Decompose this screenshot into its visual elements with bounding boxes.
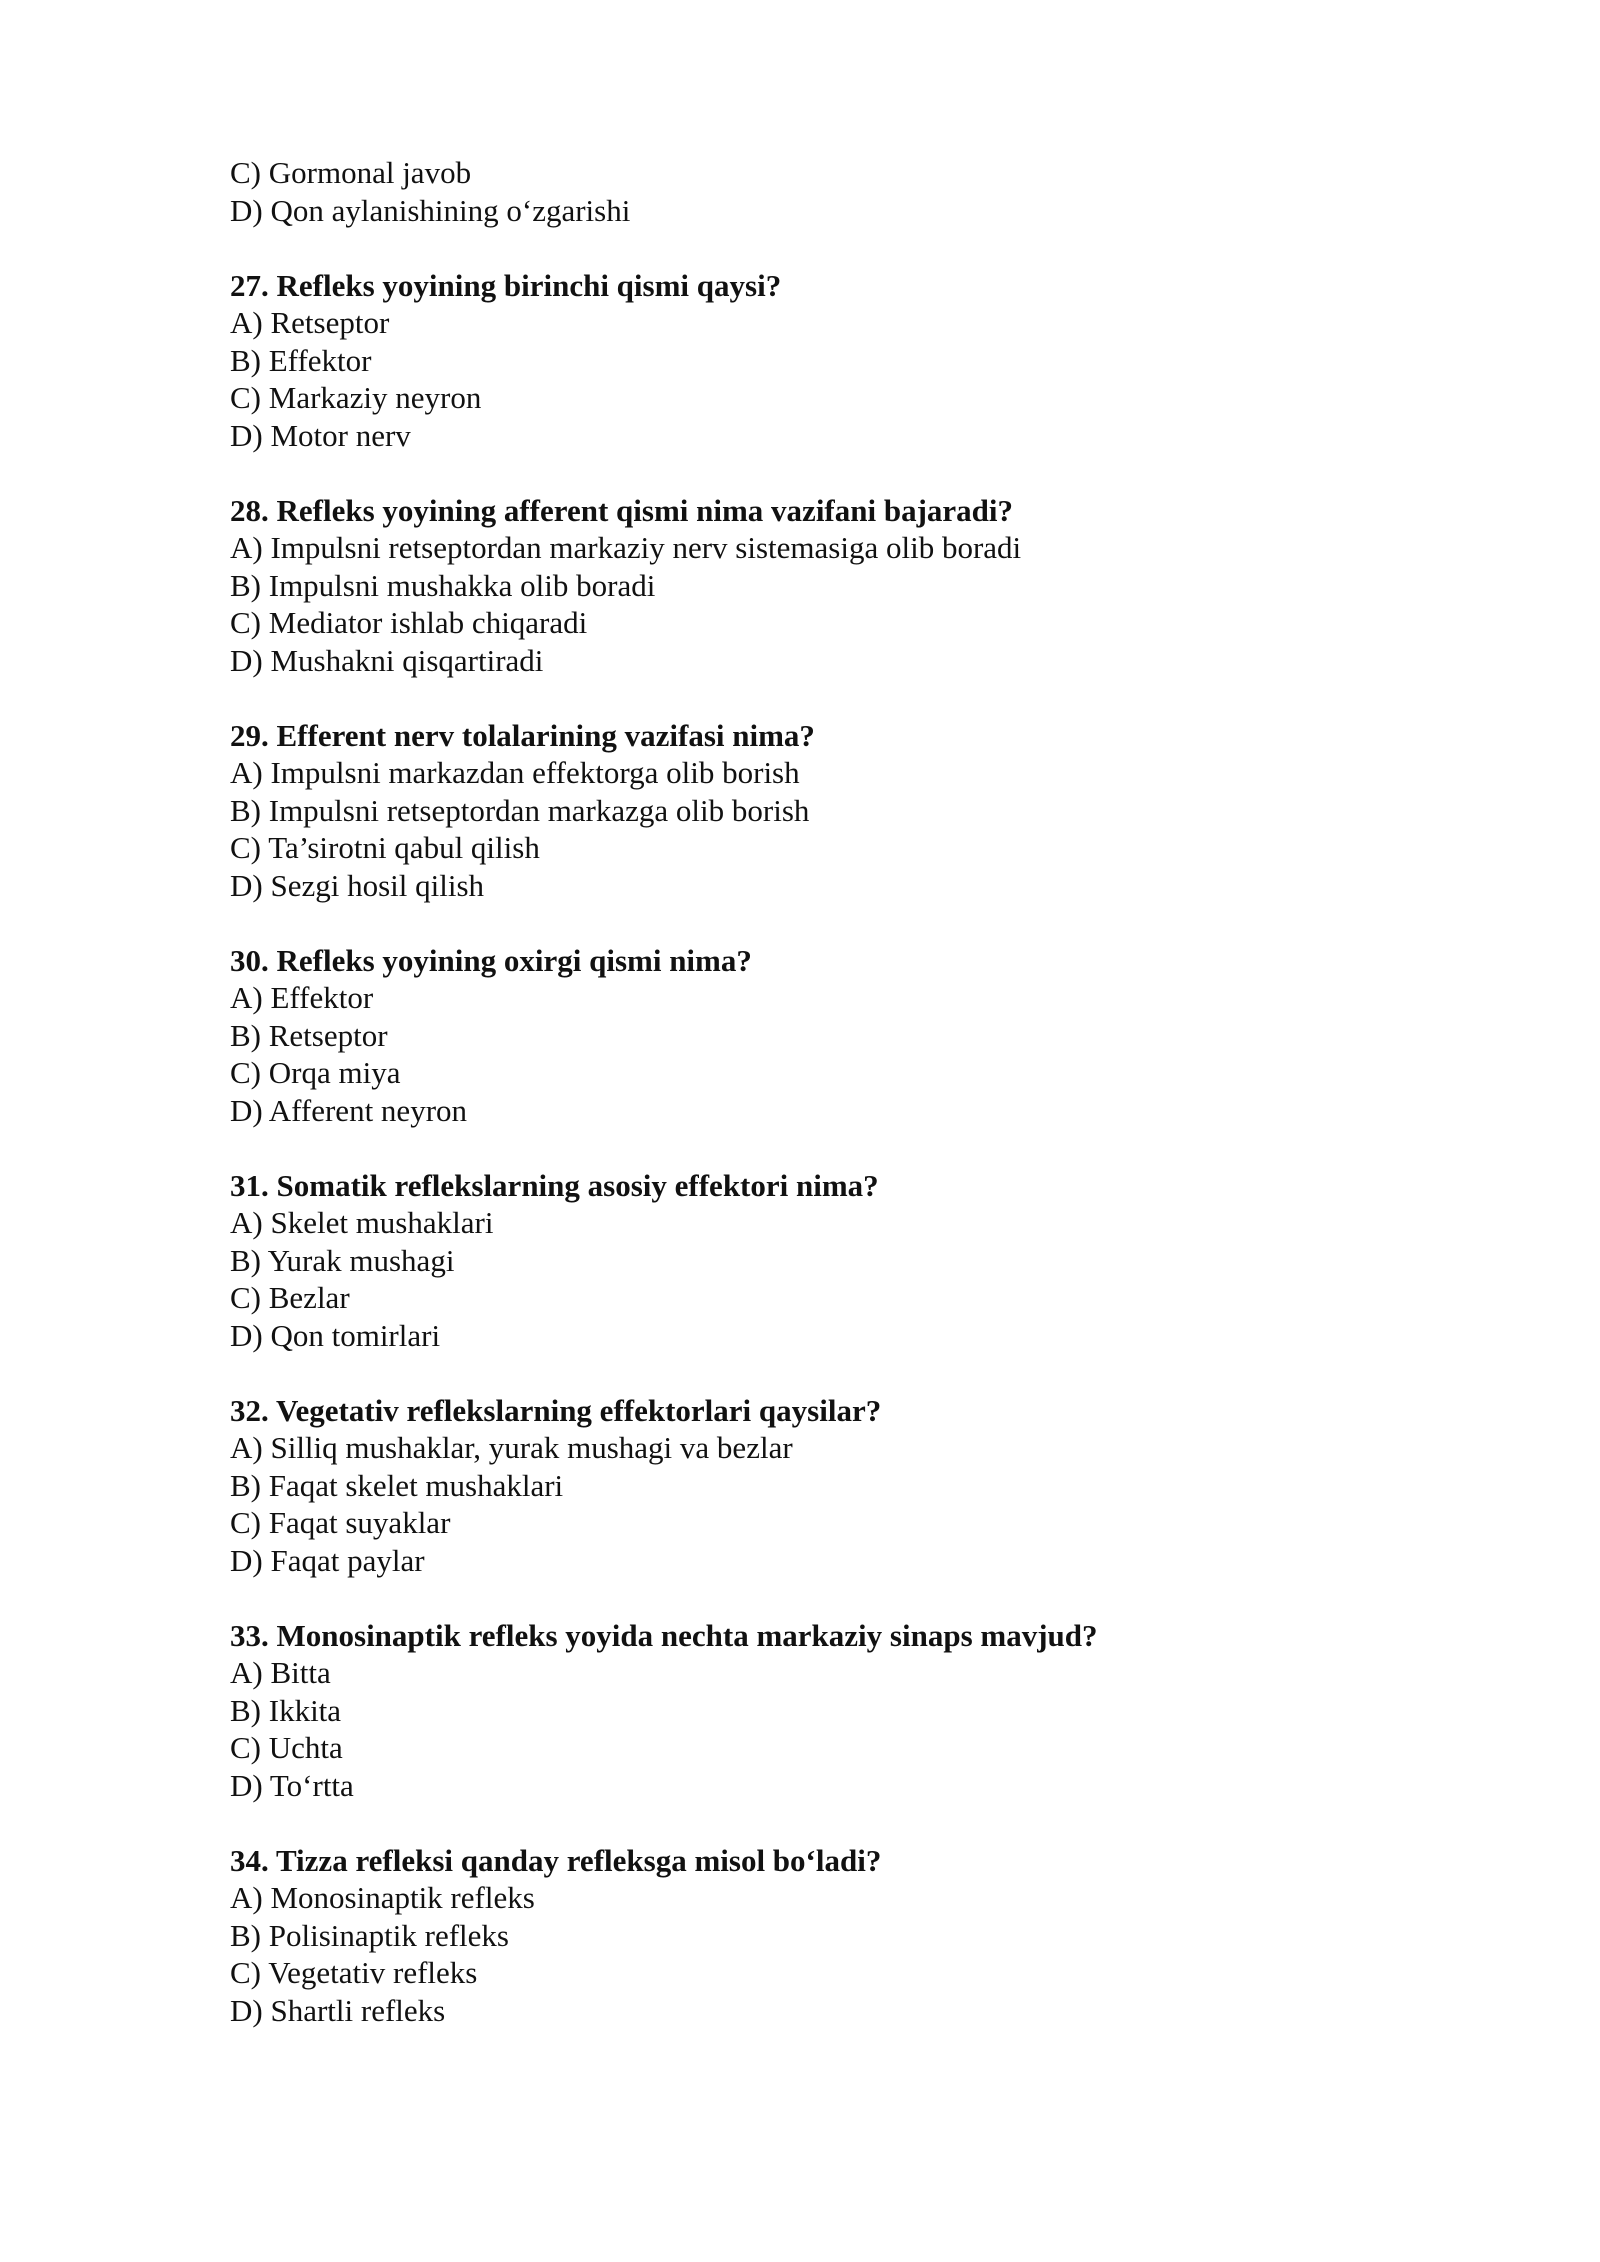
question-block-33 [230,1617,1430,1805]
option-line: C) Uchta [230,1730,343,1765]
option-line: D) Sezgi hosil qilish [230,867,485,903]
option-line: C) Gormonal javob [230,155,472,190]
question-block-30 [230,942,1430,1130]
option-line: A) Retseptor [230,305,390,340]
question-block-31 [230,1167,1430,1355]
option-line: A) Monosinaptik refleks [230,1880,535,1915]
question-block-29 [230,717,1430,905]
option-line: D) Faqat paylar [230,1542,425,1578]
option-line: D) Mushakni qisqartiradi [230,642,544,678]
question-title: 28. Refleks yoyining afferent qismi nima vazifani bajaradi? [230,492,1014,528]
option-line: A) Impulsni retseptordan markaziy nerv sistemasiga olib boradi [230,530,1022,565]
document-page [230,154,1430,2029]
option-line: B) Ikkita [230,1692,342,1728]
question-title: 32. Vegetativ reflekslarning effektorlari qaysilar? [230,1392,882,1428]
option-line: C) Orqa miya [230,1055,401,1090]
option-line: C) Ta’sirotni qabul qilish [230,830,540,865]
option-line: C) Markaziy neyron [230,380,482,415]
option-line: D) Motor nerv [230,417,411,453]
question-title: 27. Refleks yoyining birinchi qismi qaysi? [230,267,782,303]
option-line: C) Faqat suyaklar [230,1505,451,1540]
option-line: B) Effektor [230,342,372,378]
question-block-28 [230,492,1430,680]
option-line: D) Afferent neyron [230,1092,468,1128]
question-title: 33. Monosinaptik refleks yoyida nechta markaziy sinaps mavjud? [230,1617,1098,1653]
option-line: D) Qon aylanishining o‘zgarishi [230,192,631,228]
question-title: 34. Tizza refleksi qanday refleksga misol bo‘ladi? [230,1842,882,1878]
option-line: B) Impulsni retseptordan markazga olib borish [230,792,810,828]
option-line: D) Qon tomirlari [230,1317,441,1353]
option-line: B) Retseptor [230,1017,388,1053]
question-title: 31. Somatik reflekslarning asosiy effektori nima? [230,1167,879,1203]
question-title: 29. Efferent nerv tolalarining vazifasi nima? [230,717,815,753]
option-line: A) Effektor [230,980,374,1015]
option-line: A) Bitta [230,1655,331,1690]
option-line: A) Skelet mushaklari [230,1205,494,1240]
option-line: D) Shartli refleks [230,1992,446,2028]
option-line: B) Faqat skelet mushaklari [230,1467,564,1503]
question-title: 30. Refleks yoyining oxirgi qismi nima? [230,942,752,978]
option-line: B) Polisinaptik refleks [230,1917,509,1953]
option-line: C) Vegetativ refleks [230,1955,478,1990]
option-line: A) Silliq mushaklar, yurak mushagi va bezlar [230,1430,793,1465]
question-block-27 [230,267,1430,455]
option-line: B) Impulsni mushakka olib boradi [230,567,656,603]
option-line: B) Yurak mushagi [230,1242,455,1278]
option-line: A) Impulsni markazdan effektorga olib borish [230,755,800,790]
option-line: C) Mediator ishlab chiqaradi [230,605,588,640]
option-line: C) Bezlar [230,1280,350,1315]
question-block-32 [230,1392,1430,1580]
continued-question-block [230,154,1430,229]
question-block-34 [230,1842,1430,2030]
option-line: D) To‘rtta [230,1767,354,1803]
